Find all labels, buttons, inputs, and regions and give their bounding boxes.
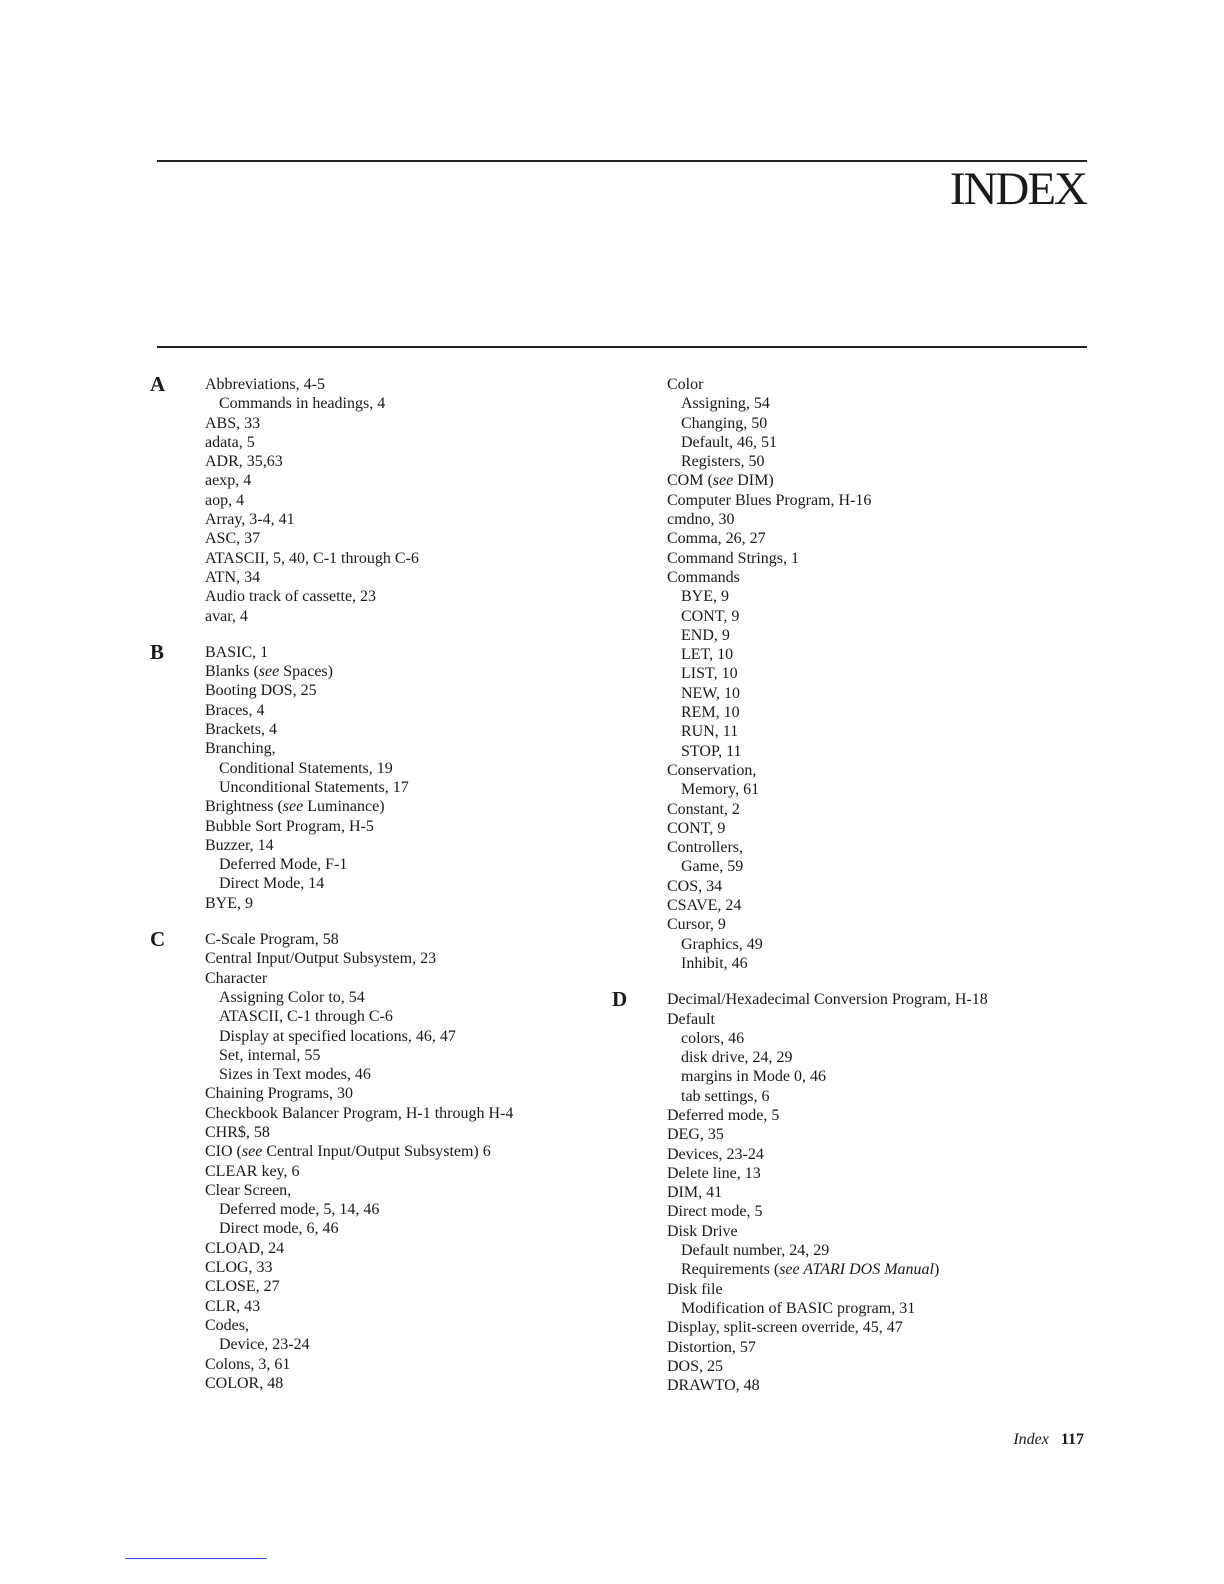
index-entry: aop, 4 [205,491,245,509]
index-subentry: disk drive, 24, 29 [681,1049,793,1067]
index-entry: cmdno, 30 [667,511,735,529]
index-entry: DOS, 25 [667,1357,724,1375]
index-subentry: STOP, 11 [681,742,742,760]
index-entry: Display, split-screen override, 45, 47 [667,1319,903,1337]
index-section [150,372,610,626]
index-entry: avar, 4 [205,607,248,625]
index-entry: Constant, 2 [667,800,740,818]
index-entry: aexp, 4 [205,472,252,490]
index-subentry: ATASCII, C-1 through C-6 [219,1008,393,1026]
index-entry: Brightness (see Luminance) [205,798,385,816]
index-subentry: Display at specified locations, 46, 47 [219,1027,456,1045]
index-section [150,639,610,913]
index-entry: Checkbook Balancer Program, H-1 through H-4 [205,1104,514,1122]
index-column-left [150,372,610,1393]
index-subentry: Changing, 50 [681,414,768,432]
index-subentry: tab settings, 6 [681,1087,770,1105]
index-subentry: Default, 46, 51 [681,433,777,451]
index-entry: Command Strings, 1 [667,549,800,567]
index-entry: ATASCII, 5, 40, C-1 through C-6 [205,549,419,567]
index-entry: CHR$, 58 [205,1123,270,1141]
index-entry: Buzzer, 14 [205,836,274,854]
index-entry: ATN, 34 [205,568,261,586]
index-entry: Computer Blues Program, H-16 [667,491,872,509]
index-entry: Character [205,969,268,987]
index-entry: Direct mode, 5 [667,1203,763,1221]
index-section [612,987,1102,1395]
index-entry: Comma, 26, 27 [667,530,766,548]
index-subentry: Graphics, 49 [681,935,763,953]
index-subentry: Registers, 50 [681,453,765,471]
index-entry: COM (see DIM) [667,472,774,490]
index-subentry: Device, 23-24 [219,1336,310,1354]
index-entry: Decimal/Hexadecimal Conversion Program, H-18 [667,991,988,1009]
index-entry: Abbreviations, 4-5 [205,376,325,393]
section-letter: D [612,987,628,1012]
index-subentry: colors, 46 [681,1029,745,1047]
index-entry: Branching, [205,740,276,758]
index-entry: Default [667,1010,715,1028]
footer-label: Index [1013,1431,1049,1448]
index-entry: Disk Drive [667,1222,738,1240]
index-subentry: margins in Mode 0, 46 [681,1068,827,1086]
index-entry: Brackets, 4 [205,721,277,739]
page-number: 117 [1060,1431,1084,1448]
index-entry: Disk file [667,1280,723,1298]
index-subentry: Direct mode, 6, 46 [219,1220,339,1238]
index-subentry: Conditional Statements, 19 [219,759,393,777]
index-subentry: Default number, 24, 29 [681,1242,830,1260]
index-entry: Distortion, 57 [667,1338,756,1356]
index-subentry: RUN, 11 [681,723,739,741]
index-entry: CIO (see Central Input/Output Subsystem) 6 [205,1143,491,1161]
index-entry: Chaining Programs, 30 [205,1085,353,1103]
index-subentry: Unconditional Statements, 17 [219,778,409,796]
index-subentry: NEW, 10 [681,684,740,702]
index-entry: Central Input/Output Subsystem, 23 [205,950,437,968]
index-entry: CLOSE, 27 [205,1278,280,1296]
index-subentry: BYE, 9 [681,588,729,606]
index-subentry: Modification of BASIC program, 31 [681,1299,916,1317]
page-title: INDEX [949,163,1086,215]
index-entry: CONT, 9 [667,819,726,837]
index-entry: Conservation, [667,761,757,779]
index-entry: BASIC, 1 [205,643,269,661]
index-subentry: Sizes in Text modes, 46 [219,1066,371,1084]
index-subentry: Memory, 61 [681,781,760,799]
index-subentry: Assigning, 54 [681,395,770,413]
index-entry: Blanks (see Spaces) [205,663,333,681]
index-subentry: Direct Mode, 14 [219,875,325,893]
index-subentry: Requirements (see ATARI DOS Manual) [681,1261,940,1279]
index-entry: COS, 34 [667,877,723,895]
index-subentry: Deferred Mode, F-1 [219,856,348,874]
index-entry: Devices, 23-24 [667,1145,764,1163]
index-subentry: Deferred mode, 5, 14, 46 [219,1201,380,1219]
index-entry: Colons, 3, 61 [205,1355,291,1373]
index-subentry: LIST, 10 [681,665,738,683]
index-section [612,375,1102,973]
index-entry: CLOG, 33 [205,1259,273,1277]
index-entry: Clear Screen, [205,1181,292,1199]
index-entry: Deferred mode, 5 [667,1106,780,1124]
index-subentry: Game, 59 [681,858,744,876]
section-letter: C [150,927,166,952]
index-entry: ASC, 37 [205,530,261,548]
index-entry: ADR, 35,63 [205,453,283,471]
index-subentry: Assigning Color to, 54 [219,988,365,1006]
index-entry: Bubble Sort Program, H-5 [205,817,374,835]
index-entry: Delete line, 13 [667,1164,761,1182]
index-entry: Color [667,376,704,393]
index-entry: DIM, 41 [667,1184,723,1202]
index-subentry: LET, 10 [681,646,734,664]
index-entry: CLOAD, 24 [205,1239,285,1257]
index-entry: Booting DOS, 25 [205,682,317,700]
index-entry: DEG, 35 [667,1126,724,1144]
index-entry: Commands [667,568,740,586]
index-entry: BYE, 9 [205,894,253,912]
index-entry: Cursor, 9 [667,916,726,934]
index-subentry: Inhibit, 46 [681,954,748,972]
index-subentry: REM, 10 [681,704,740,722]
top-rule [157,160,1087,162]
section-rule [157,346,1087,348]
index-entry: Braces, 4 [205,701,265,719]
index-entry: adata, 5 [205,433,255,451]
index-entry: Codes, [205,1316,249,1334]
page-footer [1013,1431,1084,1449]
index-entry: Controllers, [667,839,743,857]
index-entry: CLEAR key, 6 [205,1162,300,1180]
index-entry: Audio track of cassette, 23 [205,588,377,606]
index-subentry: CONT, 9 [681,607,740,625]
index-section [150,927,610,1393]
index-subentry: END, 9 [681,626,730,644]
index-entry: DRAWTO, 48 [667,1377,760,1395]
link-underline [125,1558,267,1559]
index-entry: C-Scale Program, 58 [205,931,339,949]
section-letter: B [150,639,165,664]
index-column-right [612,375,1102,1395]
index-entry: CLR, 43 [205,1297,261,1315]
index-subentry: Commands in headings, 4 [219,395,386,413]
index-entry: ABS, 33 [205,414,261,432]
section-letter: A [150,372,166,396]
index-subentry: Set, internal, 55 [219,1046,321,1064]
index-entry: CSAVE, 24 [667,897,742,915]
index-entry: COLOR, 48 [205,1374,284,1392]
index-entry: Array, 3-4, 41 [205,511,295,529]
